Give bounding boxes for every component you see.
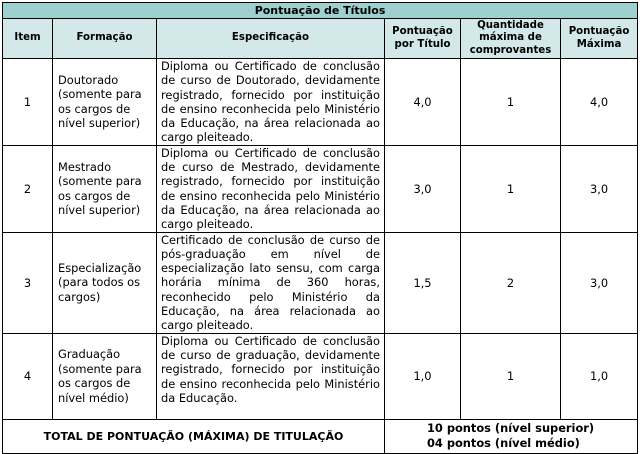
cell-item: 4 bbox=[3, 333, 53, 419]
cell-quantidade: 2 bbox=[461, 232, 561, 333]
cell-item: 1 bbox=[3, 59, 53, 146]
cell-pontuacao-maxima: 1,0 bbox=[561, 333, 638, 419]
table-row bbox=[3, 145, 638, 232]
cell-formacao: Especialização (para todos os cargos) bbox=[53, 232, 157, 333]
header-row bbox=[3, 19, 638, 59]
cell-item: 3 bbox=[3, 232, 53, 333]
cell-formacao: Mestrado (somente para os cargos de nível superior) bbox=[53, 145, 157, 232]
cell-item: 2 bbox=[3, 145, 53, 232]
total-row bbox=[3, 419, 638, 453]
scoring-table bbox=[2, 2, 638, 454]
cell-pontuacao-maxima: 3,0 bbox=[561, 145, 638, 232]
cell-especificacao: Diploma ou Certificado de conclusão de curso de Doutorado, devidamente registrado, fornecido por instituição de ensino reconhecida pelo Ministério da Educação, na área relacionada ao cargo pleiteado. bbox=[157, 59, 385, 146]
total-label: TOTAL DE PONTUAÇÃO (MÁXIMA) DE TITULAÇÃO bbox=[3, 419, 385, 453]
table-title-row bbox=[3, 3, 638, 19]
header-pontuacao-maxima: Pontuação Máxima bbox=[561, 19, 638, 59]
total-value bbox=[385, 419, 638, 453]
header-quantidade: Quantidade máxima de comprovantes bbox=[461, 19, 561, 59]
header-pontuacao-titulo: Pontuação por Título bbox=[385, 19, 461, 59]
header-especificacao: Especificação bbox=[157, 19, 385, 59]
cell-pontuacao-titulo: 3,0 bbox=[385, 145, 461, 232]
total-value-medio: 04 pontos (nível médio) bbox=[427, 436, 580, 451]
table-row bbox=[3, 333, 638, 419]
table-row bbox=[3, 232, 638, 333]
cell-pontuacao-titulo: 1,5 bbox=[385, 232, 461, 333]
cell-formacao: Doutorado (somente para os cargos de nível superior) bbox=[53, 59, 157, 146]
cell-pontuacao-titulo: 4,0 bbox=[385, 59, 461, 146]
cell-quantidade: 1 bbox=[461, 59, 561, 146]
table-row bbox=[3, 59, 638, 146]
cell-quantidade: 1 bbox=[461, 145, 561, 232]
cell-especificacao: Diploma ou Certificado de conclusão de curso de Mestrado, devidamente registrado, fornecido por instituição de ensino reconhecida pelo Ministério da Educação, na área relacionada ao cargo pleiteado. bbox=[157, 145, 385, 232]
header-formacao: Formação bbox=[53, 19, 157, 59]
cell-especificacao: Diploma ou Certificado de conclusão de curso de graduação, devidamente registrado, fornecido por instituição de ensino reconhecida pelo Ministério da Educação. bbox=[157, 333, 385, 419]
cell-especificacao: Certificado de conclusão de curso de pós-graduação em nível de especialização lato sensu, com carga horária mínima de 360 horas, reconhecido pelo Ministério da Educação, na área relacionada ao cargo pleiteado. bbox=[157, 232, 385, 333]
table-title: Pontuação de Títulos bbox=[3, 3, 638, 19]
cell-pontuacao-titulo: 1,0 bbox=[385, 333, 461, 419]
cell-formacao: Graduação (somente para os cargos de nível médio) bbox=[53, 333, 157, 419]
cell-quantidade: 1 bbox=[461, 333, 561, 419]
cell-pontuacao-maxima: 3,0 bbox=[561, 232, 638, 333]
header-item: Item bbox=[3, 19, 53, 59]
total-value-superior: 10 pontos (nível superior) bbox=[427, 421, 595, 436]
cell-pontuacao-maxima: 4,0 bbox=[561, 59, 638, 146]
